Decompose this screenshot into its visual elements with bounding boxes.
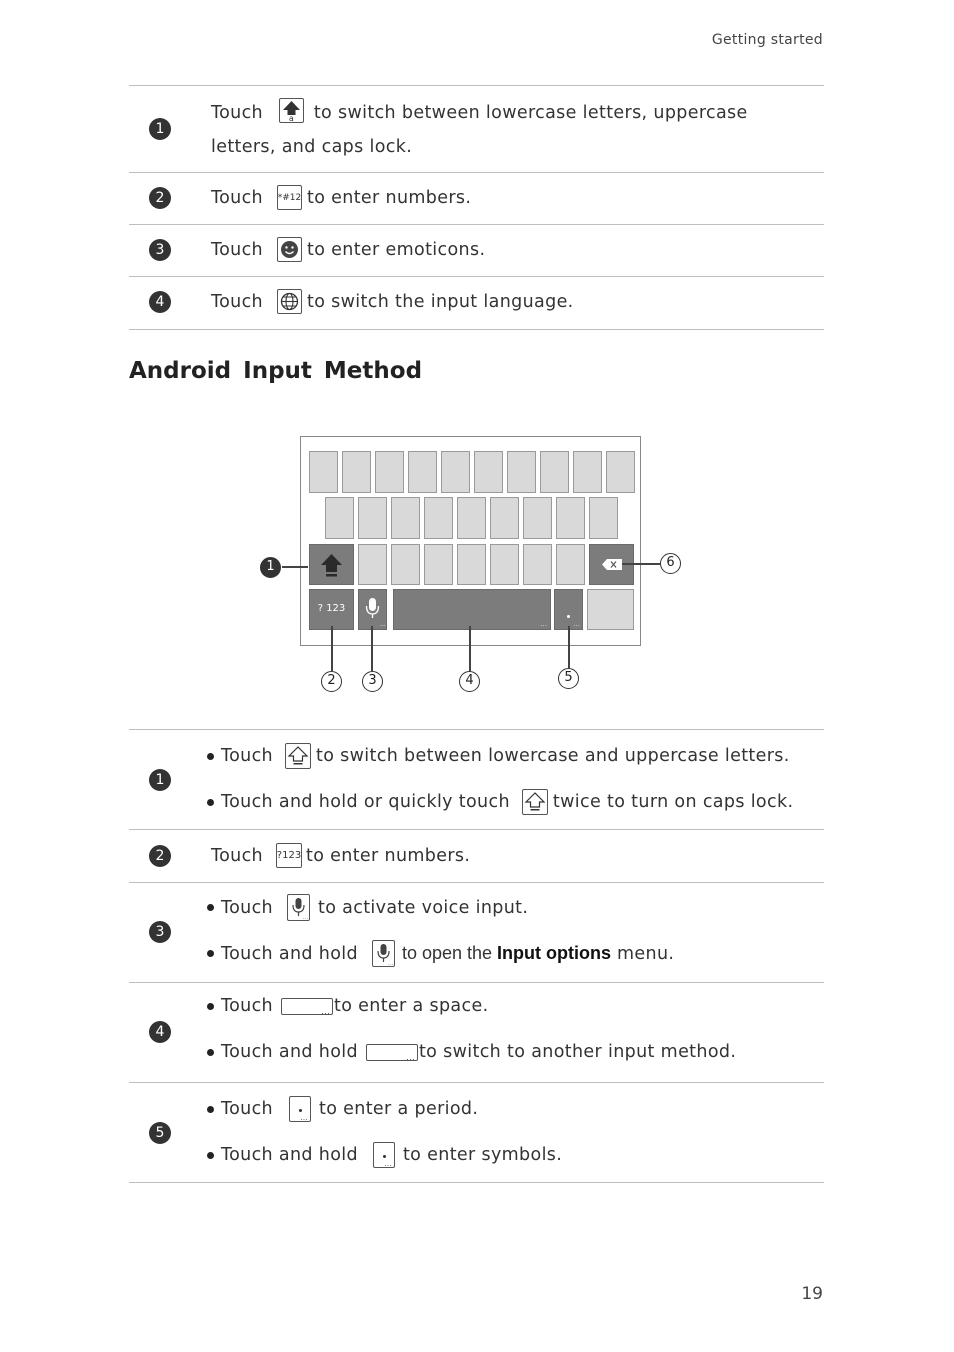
step-number-3: 3 xyxy=(149,921,171,943)
keyboard-key xyxy=(342,451,371,493)
table-row xyxy=(129,86,824,173)
delete-key xyxy=(589,544,634,585)
keyboard-key xyxy=(358,544,387,585)
enter-key xyxy=(587,589,634,630)
keyboard-table-2 xyxy=(129,729,824,1183)
step-number-3: 3 xyxy=(149,239,171,261)
table-row xyxy=(129,173,824,225)
numbers-icon: ?123 xyxy=(276,843,302,868)
row-text-pre: Touch xyxy=(211,103,263,123)
period-key-icon: ... xyxy=(373,1142,395,1168)
callout-2: 2 xyxy=(321,671,342,692)
keyboard-key xyxy=(457,544,486,585)
keyboard-diagram xyxy=(300,436,641,646)
row-text-post: to enter emoticons. xyxy=(306,239,486,260)
bullet xyxy=(207,1049,214,1056)
space-key-icon: ... xyxy=(366,1044,418,1061)
keyboard-key xyxy=(424,544,453,585)
bullet xyxy=(207,1106,214,1113)
shift-up-icon xyxy=(309,544,354,585)
step-number-1: 1 xyxy=(149,769,171,791)
shift-key xyxy=(309,544,354,585)
leader-line-3 xyxy=(371,626,373,671)
callout-1: 1 xyxy=(260,557,281,578)
keyboard-key xyxy=(424,497,453,539)
keyboard-key xyxy=(408,451,437,493)
keyboard-key xyxy=(309,451,338,493)
svg-text:...: ... xyxy=(380,621,386,628)
keyboard-key xyxy=(457,497,486,539)
step-number-5: 5 xyxy=(149,1122,171,1144)
svg-text:...: ... xyxy=(302,915,309,920)
keyboard-key xyxy=(573,451,602,493)
leader-line-4 xyxy=(469,626,471,671)
microphone-icon xyxy=(358,589,387,630)
keyboard-key xyxy=(391,497,420,539)
emoticon-icon xyxy=(277,237,302,262)
mic-key xyxy=(358,589,387,630)
keyboard-key xyxy=(358,497,387,539)
shift-outline-icon xyxy=(522,789,548,815)
svg-text:a: a xyxy=(288,113,295,122)
row-text-post: to enter numbers. xyxy=(306,187,472,208)
row-text-pre: Touch xyxy=(211,239,263,260)
space-key-icon: ... xyxy=(281,998,333,1015)
callout-4: 4 xyxy=(459,671,480,692)
keyboard-key xyxy=(540,451,569,493)
table-row xyxy=(129,277,824,330)
row-text-post: to switch between lowercase letters, uppercase letters, and caps lock. xyxy=(211,103,748,157)
step-number-2: 2 xyxy=(149,187,171,209)
keyboard-key xyxy=(606,451,635,493)
leader-line-1 xyxy=(282,566,308,568)
table-row: 4 Touch ... to enter a space. Touch and hold ... to switch to another input method. xyxy=(129,983,824,1083)
table-row: 2 Touch ?123 to enter numbers. xyxy=(129,830,824,883)
step-number-4: 4 xyxy=(149,1021,171,1043)
bullet xyxy=(207,753,214,760)
microphone-icon xyxy=(287,894,310,921)
keyboard-key xyxy=(523,544,552,585)
keyboard-key xyxy=(556,544,585,585)
keyboard-key xyxy=(474,451,503,493)
callout-6: 6 xyxy=(660,553,681,574)
bullet xyxy=(207,904,214,911)
keyboard-key xyxy=(375,451,404,493)
period-key-icon: ... xyxy=(289,1096,311,1122)
numbers-icon: *#12 xyxy=(277,185,302,210)
bullet xyxy=(207,799,214,806)
keyboard-table-1 xyxy=(129,85,824,330)
shift-outline-icon xyxy=(285,743,311,769)
page-number: 19 xyxy=(801,1284,823,1304)
numbers-key: ? 123 xyxy=(309,589,354,630)
keyboard-key xyxy=(490,497,519,539)
row-text-post: to switch the input language. xyxy=(306,291,574,312)
leader-line-6 xyxy=(622,563,660,565)
backspace-icon xyxy=(589,544,634,585)
callout-5: 5 xyxy=(558,668,579,689)
keyboard-key xyxy=(391,544,420,585)
step-number-4: 4 xyxy=(149,291,171,313)
svg-text:...: ... xyxy=(387,961,394,966)
keyboard-key xyxy=(325,497,354,539)
table-row: 5 Touch ... to enter a period. Touch and hold ... to enter symbols. xyxy=(129,1083,824,1183)
input-options-term: Input options xyxy=(497,943,612,963)
bullet xyxy=(207,950,214,957)
keyboard-key xyxy=(441,451,470,493)
row-text-pre: Touch xyxy=(211,291,263,312)
section-title: Android Input Method xyxy=(129,358,423,384)
shift-up-icon xyxy=(279,98,304,123)
keyboard-key xyxy=(523,497,552,539)
leader-line-2 xyxy=(331,626,333,671)
table-row xyxy=(129,225,824,277)
table-row: 3 Touch ... to activate voice input. Touch and hold ... to open the Input options menu. xyxy=(129,883,824,983)
callout-3: 3 xyxy=(362,671,383,692)
bullet xyxy=(207,1003,214,1010)
row-text-pre: Touch xyxy=(211,187,263,208)
bullet xyxy=(207,1152,214,1159)
leader-line-5 xyxy=(568,626,570,668)
step-number-1: 1 xyxy=(149,118,171,140)
period-key: ... xyxy=(554,589,583,630)
microphone-icon xyxy=(372,940,395,967)
space-key: ... xyxy=(393,589,551,630)
running-header: Getting started xyxy=(711,32,823,48)
keyboard-key xyxy=(556,497,585,539)
keyboard-key xyxy=(490,544,519,585)
table-row: 1 Touch to switch between lowercase and uppercase letters. Touch and hold or quickly touch twice to turn on caps lock. xyxy=(129,730,824,830)
keyboard-key xyxy=(507,451,536,493)
step-number-2: 2 xyxy=(149,845,171,867)
keyboard-key xyxy=(589,497,618,539)
globe-icon xyxy=(277,289,302,314)
